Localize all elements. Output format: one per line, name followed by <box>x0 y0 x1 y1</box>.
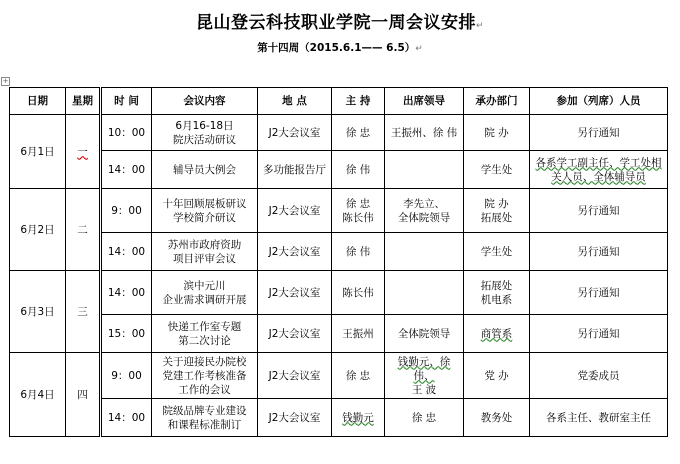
weekday-text: 三 <box>77 305 88 318</box>
header-place: 地 点 <box>258 88 332 115</box>
attendees-line: 党委成员 <box>577 369 620 382</box>
attendees-cell <box>530 189 668 233</box>
leaders-cell <box>385 189 464 233</box>
host-cell <box>332 189 385 233</box>
time-cell: 9：00 <box>101 189 152 233</box>
dept-cell <box>464 233 530 271</box>
leaders-cell <box>385 115 464 151</box>
attendees-cell <box>530 315 668 353</box>
place-cell: J2大会议室 <box>258 233 332 271</box>
dept-cell <box>464 399 530 437</box>
weekday-text: 二 <box>77 223 88 236</box>
content-line: 十年回顾展板研议 <box>162 197 247 210</box>
dept-cell <box>464 189 530 233</box>
paragraph-mark: ↵ <box>415 44 423 54</box>
content-cell <box>152 233 258 271</box>
host-line: 陈长伟 <box>342 286 374 299</box>
leaders-cell <box>385 353 464 399</box>
dept-line: 教务处 <box>480 411 513 424</box>
subtitle-text: 第十四周（2015.6.1—— 6.5） <box>257 42 416 54</box>
attendees-line: 各系学工副主任、学工处相 <box>535 156 662 169</box>
header-content: 会议内容 <box>152 88 258 115</box>
content-cell <box>152 189 258 233</box>
dept-line: 党 办 <box>484 369 509 382</box>
leaders-line: 王 波 <box>411 383 437 396</box>
host-cell <box>332 399 385 437</box>
weekday-cell <box>66 353 101 437</box>
dept-line: 机电系 <box>480 293 513 306</box>
attendees-line: 另行通知 <box>577 126 620 139</box>
content-line: 快递工作室专题 <box>167 320 242 333</box>
place-cell: J2大会议室 <box>258 271 332 315</box>
place-cell: J2大会议室 <box>258 399 332 437</box>
time-cell: 14：00 <box>101 271 152 315</box>
table-row <box>10 271 668 315</box>
place-cell: 多功能报告厅 <box>258 151 332 189</box>
content-line: 企业需求调研开展 <box>162 293 247 306</box>
table-row <box>10 353 668 399</box>
host-line: 徐 忠 <box>345 197 371 210</box>
leaders-line: 王振州、徐 伟 <box>390 126 458 139</box>
host-cell <box>332 115 385 151</box>
host-line: 王振州 <box>342 327 374 340</box>
content-cell <box>152 353 258 399</box>
attendees-line: 另行通知 <box>577 204 620 217</box>
date-cell: 6月4日 <box>10 353 66 437</box>
attendees-cell <box>530 353 668 399</box>
weekday-text: 一 <box>77 145 88 158</box>
header-date: 日期 <box>10 88 66 115</box>
place-cell: J2大会议室 <box>258 115 332 151</box>
content-line: 工作的会议 <box>178 383 231 396</box>
attendees-line: 另行通知 <box>577 327 620 340</box>
dept-cell <box>464 271 530 315</box>
paragraph-mark: ↵ <box>475 21 485 31</box>
host-line: 徐 伟 <box>345 163 371 176</box>
table-row <box>10 315 668 353</box>
table-row <box>10 189 668 233</box>
leaders-line: 全体院领导 <box>397 327 451 340</box>
leaders-cell <box>385 315 464 353</box>
attendees-cell <box>530 399 668 437</box>
content-line: 6月16-18日 <box>175 119 234 132</box>
dept-cell <box>464 115 530 151</box>
leaders-line: 李先立、 <box>403 197 445 210</box>
weekday-cell <box>66 271 101 353</box>
weekday-cell <box>66 189 101 271</box>
dept-line: 学生处 <box>480 245 513 258</box>
content-line: 滨中元川 <box>183 279 226 292</box>
dept-cell <box>464 315 530 353</box>
date-cell: 6月1日 <box>10 115 66 189</box>
content-line: 辅导员大例会 <box>173 163 236 176</box>
weekday-cell <box>66 115 101 189</box>
table-row <box>10 233 668 271</box>
dept-cell <box>464 353 530 399</box>
dept-line: 院 办 <box>484 197 509 210</box>
content-line: 党建工作考核准备 <box>162 369 247 382</box>
header-weekday: 星期 <box>66 88 101 115</box>
header-leaders: 出席领导 <box>385 88 464 115</box>
attendees-line: 关人员、全体辅导员 <box>551 170 646 183</box>
leaders-cell <box>385 233 464 271</box>
host-line: 钱勤元 <box>342 411 374 424</box>
dept-line: 拓展处 <box>480 211 513 224</box>
content-line: 关于迎接民办院校 <box>162 355 247 368</box>
place-cell: J2大会议室 <box>258 353 332 399</box>
host-cell <box>332 271 385 315</box>
attendees-cell <box>530 271 668 315</box>
content-cell <box>152 399 258 437</box>
time-cell: 14：00 <box>101 399 152 437</box>
content-line: 院庆活动研议 <box>173 133 236 146</box>
content-line: 苏州市政府资助 <box>167 238 242 251</box>
weekday-text: 四 <box>77 388 88 401</box>
leaders-line: 钱勤元、徐 伟、 <box>397 355 451 382</box>
place-cell: J2大会议室 <box>258 189 332 233</box>
host-cell <box>332 353 385 399</box>
time-cell: 14：00 <box>101 233 152 271</box>
time-cell: 14：00 <box>101 151 152 189</box>
date-cell: 6月2日 <box>10 189 66 271</box>
header-attendees: 参加（列席）人员 <box>530 88 668 115</box>
content-line: 第二次讨论 <box>178 334 231 347</box>
leaders-cell <box>385 399 464 437</box>
attendees-cell <box>530 233 668 271</box>
host-cell <box>332 315 385 353</box>
meeting-schedule-table <box>9 87 668 437</box>
content-line: 和课程标准制订 <box>167 418 242 431</box>
leaders-line: 全体院领导 <box>397 211 451 224</box>
table-row <box>10 151 668 189</box>
host-cell <box>332 151 385 189</box>
dept-line: 学生处 <box>480 163 513 176</box>
header-host: 主 持 <box>332 88 385 115</box>
attendees-line: 另行通知 <box>577 245 620 258</box>
table-move-handle-icon[interactable]: + <box>2 77 9 85</box>
content-cell <box>152 151 258 189</box>
content-line: 项目评审会议 <box>173 252 236 265</box>
content-line: 学校简介研议 <box>173 211 236 224</box>
leaders-cell <box>385 271 464 315</box>
dept-line: 商管系 <box>480 327 513 340</box>
leaders-line: 徐 忠 <box>411 411 437 424</box>
host-line: 徐 伟 <box>345 245 371 258</box>
dept-cell <box>464 151 530 189</box>
attendees-line: 另行通知 <box>577 286 620 299</box>
document-subtitle <box>0 40 680 55</box>
document-title <box>0 8 680 33</box>
table-header-row <box>10 88 668 115</box>
host-cell <box>332 233 385 271</box>
host-line: 陈长伟 <box>342 211 374 224</box>
table-body <box>10 115 668 437</box>
header-dept: 承办部门 <box>464 88 530 115</box>
attendees-cell <box>530 115 668 151</box>
leaders-cell <box>385 151 464 189</box>
time-cell: 15：00 <box>101 315 152 353</box>
host-line: 徐 忠 <box>345 369 371 382</box>
attendees-line: 各系主任、教研室主任 <box>546 411 651 424</box>
place-cell: J2大会议室 <box>258 315 332 353</box>
host-line: 徐 忠 <box>345 126 371 139</box>
content-line: 院级品牌专业建设 <box>162 404 247 417</box>
content-cell <box>152 115 258 151</box>
header-time: 时 间 <box>101 88 152 115</box>
table-row <box>10 399 668 437</box>
attendees-cell <box>530 151 668 189</box>
dept-line: 院 办 <box>484 126 509 139</box>
content-cell <box>152 271 258 315</box>
time-cell: 9：00 <box>101 353 152 399</box>
title-text: 昆山登云科技职业学院一周会议安排 <box>195 13 476 33</box>
time-cell: 10：00 <box>101 115 152 151</box>
dept-line: 拓展处 <box>480 279 513 292</box>
date-cell: 6月3日 <box>10 271 66 353</box>
table-row <box>10 115 668 151</box>
content-cell <box>152 315 258 353</box>
